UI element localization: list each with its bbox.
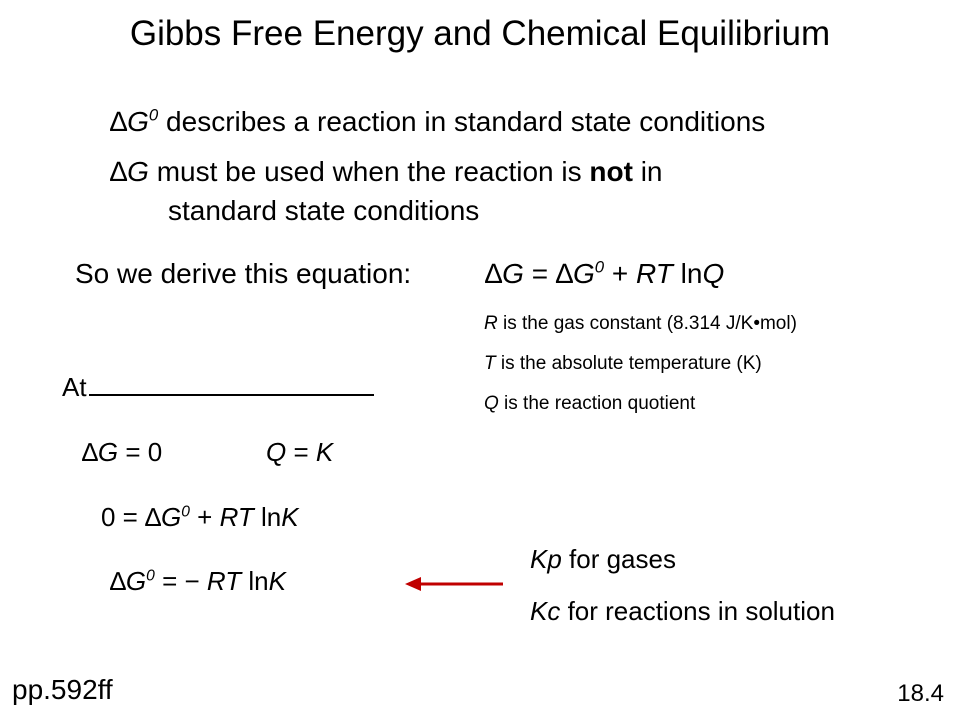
line2-text-b: in <box>632 156 663 187</box>
definition-text: is the absolute temperature (K) <box>495 353 762 374</box>
nonstandard-line-cont: standard state conditions <box>168 195 480 226</box>
kp-text: for gases <box>561 544 676 574</box>
slide-number: 18.4 <box>897 680 944 707</box>
standard-gibbs-equation <box>110 566 286 597</box>
ln-term: ln <box>253 502 282 532</box>
main-equation <box>485 258 724 290</box>
equilibrium-equation <box>101 502 299 533</box>
equals-sign: = <box>286 437 316 467</box>
plus-sign: + <box>604 258 637 289</box>
kc-variable: Kc <box>530 596 561 626</box>
condition-delta-g <box>82 437 162 468</box>
plus-sign: + <box>189 502 220 532</box>
g-variable: G <box>127 156 149 187</box>
g-variable: G <box>572 258 595 289</box>
standard-state-line <box>110 106 765 138</box>
k-variable: K <box>315 437 334 467</box>
page-reference: pp.592ff <box>12 674 113 705</box>
delta-symbol: ∆ <box>145 502 162 532</box>
equals-zero: = 0 <box>118 437 163 467</box>
k-variable: K <box>281 502 299 532</box>
kc-note <box>530 596 835 627</box>
kp-note <box>530 544 676 575</box>
g-variable: G <box>125 566 147 596</box>
line2-text-a: must be used when the reaction is <box>148 156 590 187</box>
line2-bold: not <box>589 156 633 187</box>
delta-symbol: ∆ <box>110 106 128 137</box>
definition-r <box>484 313 797 335</box>
delta-symbol: ∆ <box>110 566 126 596</box>
superscript-zero: 0 <box>148 105 159 125</box>
superscript-zero: 0 <box>181 503 190 521</box>
q-variable: Q <box>702 258 725 289</box>
definition-text: is the gas constant (8.314 J/K•mol) <box>497 313 797 334</box>
g-variable: G <box>127 106 149 137</box>
g-variable: G <box>161 502 182 532</box>
left-arrow-icon <box>405 572 505 596</box>
g-variable: G <box>502 258 524 289</box>
condition-q-k <box>266 437 333 468</box>
slide-title: Gibbs Free Energy and Chemical Equilibrium <box>129 14 831 53</box>
definition-var: R <box>484 313 498 334</box>
definition-var: T <box>484 353 496 374</box>
definition-text: is the reaction quotient <box>498 393 696 414</box>
nonstandard-line <box>110 156 663 188</box>
delta-symbol: ∆ <box>555 258 573 289</box>
rt-term: RT <box>206 566 242 596</box>
superscript-zero: 0 <box>146 567 155 585</box>
rt-term: RT <box>219 502 254 532</box>
kc-text: for reactions in solution <box>560 596 835 626</box>
equals-minus: = − <box>154 566 207 596</box>
g-variable: G <box>97 437 119 467</box>
rt-term: RT <box>636 258 673 289</box>
at-label: At <box>62 372 87 402</box>
ln-term: ln <box>672 258 703 289</box>
line1-text: describes a reaction in standard state conditions <box>158 106 766 137</box>
delta-symbol: ∆ <box>110 156 128 187</box>
superscript-zero: 0 <box>594 257 605 277</box>
k-variable: K <box>268 566 286 596</box>
q-variable: Q <box>266 437 287 467</box>
definition-q <box>484 393 695 415</box>
fill-in-blank <box>89 372 374 396</box>
definition-var: Q <box>484 393 499 414</box>
delta-symbol: ∆ <box>82 437 98 467</box>
at-blank <box>62 372 374 403</box>
kp-variable: Kp <box>530 544 562 574</box>
delta-symbol: ∆ <box>485 258 503 289</box>
ln-term: ln <box>241 566 269 596</box>
equals-sign: = <box>523 258 556 289</box>
definition-t <box>484 353 762 375</box>
zero-equals: 0 = <box>101 502 146 532</box>
derive-label: So we derive this equation: <box>75 258 412 289</box>
